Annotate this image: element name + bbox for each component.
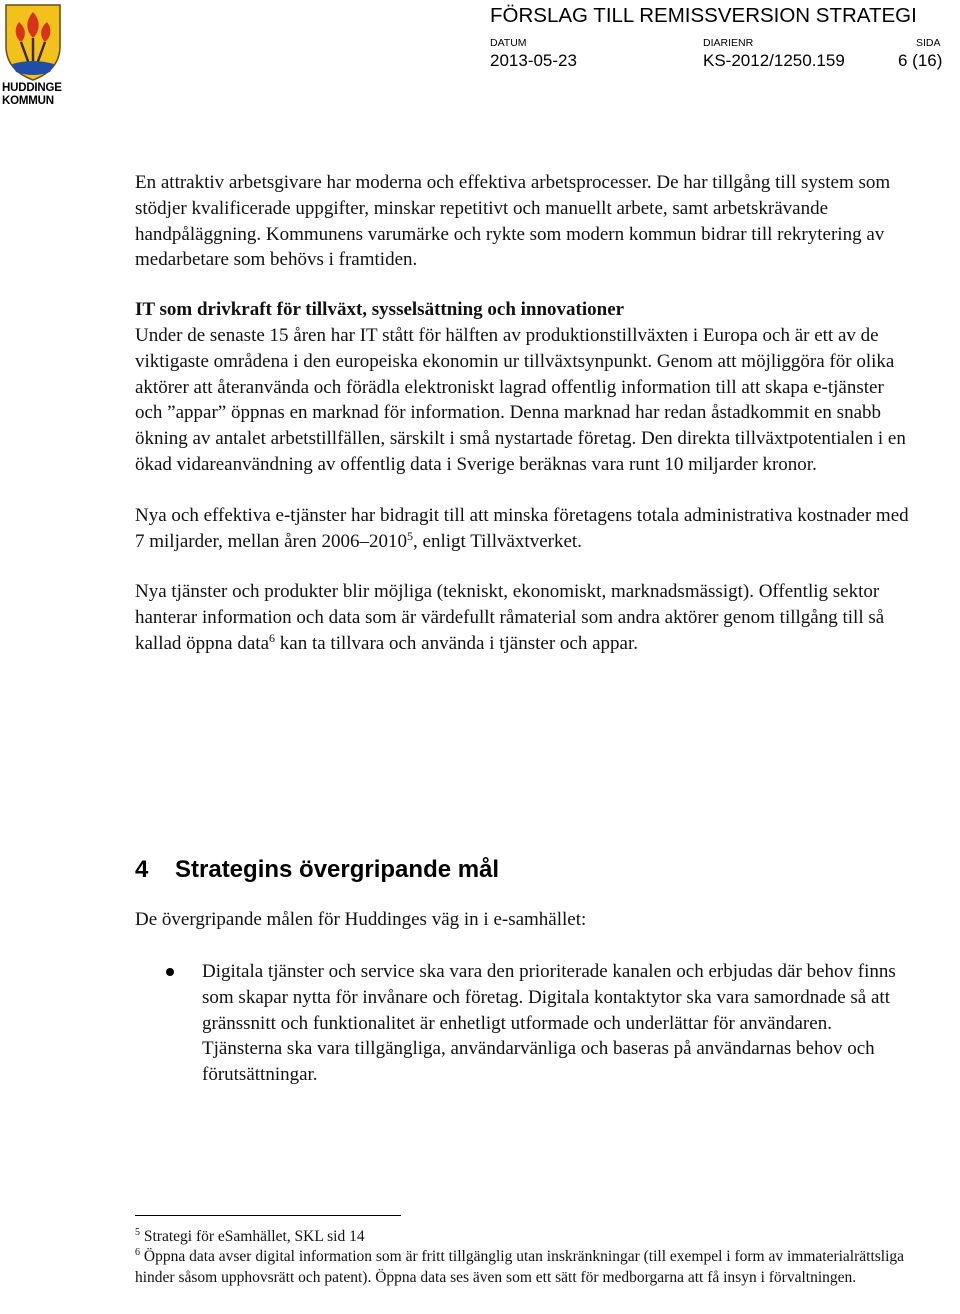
section-title: Strategins övergripande mål <box>175 856 500 883</box>
section-number: 4 <box>135 856 149 883</box>
footnote-6 <box>135 1247 925 1288</box>
open-data-tail: kan ta tillvara och använda i tjänster och appar. <box>275 632 638 654</box>
municipality-logo <box>2 2 64 110</box>
etjanster-paragraph <box>135 503 910 555</box>
intro-paragraph: En attraktiv arbetsgivare har moderna och effektiva arbetsprocesser. De har tillgång till system som stödjer kvalificerade uppgifter, minskar repetitivt och manuellt arbete, samt arbetskrävande handpåläggning. Kommunens varumärke och rykte som modern kommun bidrar till rekrytering av medarbetare som behövs i framtiden. <box>135 172 891 271</box>
page-number: 6 (16) <box>898 51 943 70</box>
page-label: SIDA <box>916 37 941 49</box>
footnote-ref-5[interactable]: 5 <box>407 528 414 543</box>
it-paragraph: Under de senaste 15 åren har IT stått för hälften av produktionstillväxten i Europa och är ett av de viktigaste områdena i den europeiska ekonomin ur tillväxtsynpunkt. Genom att möjliggöra för olika aktörer att återanvända och förädla elektroniskt lagrad offentlig information till att skapa e-tjänster och ”appar” öppnas en marknad för information. Denna marknad har redan åstadkommit en snabb ökning av antalet arbetstillfällen, särskilt i små nystartade företag. Den direkta tillväxtpotentialen i en ökad vidareanvändning av offentlig data i Sverige beräknas vara runt 10 miljarder kronor. <box>135 324 906 475</box>
footnote-divider <box>135 1215 401 1216</box>
footnote-ref-6[interactable]: 6 <box>269 630 276 645</box>
goal-text: Digitala tjänster och service ska vara den prioriterade kanalen och erbjudas där behov finns som skapar nytta för invånare och företag. Digitala kontaktytor ska vara samordnade så att gränssnitt och funktionalitet är enhetligt utformade och underlättar för användaren. Tjänsterna ska vara tillgängliga, användarvänliga och baseras på användarnas behov och förutsättningar. <box>202 961 896 1086</box>
open-data-paragraph <box>135 579 910 656</box>
org-name-line1: HUDDINGE <box>2 82 62 94</box>
date-label: DATUM <box>490 37 527 49</box>
body-content <box>135 170 910 657</box>
footnote-5 <box>135 1227 925 1247</box>
date-value: 2013-05-23 <box>490 51 577 70</box>
list-item <box>135 959 910 1088</box>
section-heading <box>135 856 499 884</box>
footnote-number: 5 <box>135 1227 140 1238</box>
it-subheading: IT som drivkraft för tillväxt, sysselsättning och innovationer <box>135 299 625 321</box>
registration-label: DIARIENR <box>703 37 754 49</box>
bullet-icon <box>166 968 174 976</box>
footnote-number: 6 <box>135 1247 140 1259</box>
goals-list <box>135 959 910 1088</box>
footnote-text: Öppna data avser digital information som är fritt tillgänglig utan inskränkningar (till exempel i form av immaterialrättsliga hinder såsom upphovsrätt och patent). Öppna data ses även som ett sätt för medborgarna att få insyn i förvaltningen. <box>135 1248 905 1286</box>
registration-number: KS-2012/1250.159 <box>703 51 845 70</box>
org-name-line2: KOMMUN <box>2 95 54 107</box>
coat-of-arms-icon <box>2 2 64 82</box>
etjanster-tail: , enligt Tillväxtverket. <box>413 530 582 552</box>
footnote-text: Strategi för eSamhället, SKL sid 14 <box>140 1228 365 1245</box>
etjanster-text: Nya och effektiva e-tjänster har bidragit till att minska företagens totala administrativa kostnader med 7 miljarder, mellan åren 2006–2010 <box>135 504 909 552</box>
section-lead: De övergripande målen för Huddinges väg in i e-samhället: <box>135 909 587 930</box>
footnotes <box>135 1227 925 1288</box>
document-title: FÖRSLAG TILL REMISSVERSION STRATEGI <box>490 4 917 27</box>
open-data-text: Nya tjänster och produkter blir möjliga (tekniskt, ekonomiskt, marknadsmässigt). Offentlig sektor hanterar information och data som är värdefullt råmaterial som andra aktörer genom tillgång till så kallad öppna data <box>135 581 885 654</box>
